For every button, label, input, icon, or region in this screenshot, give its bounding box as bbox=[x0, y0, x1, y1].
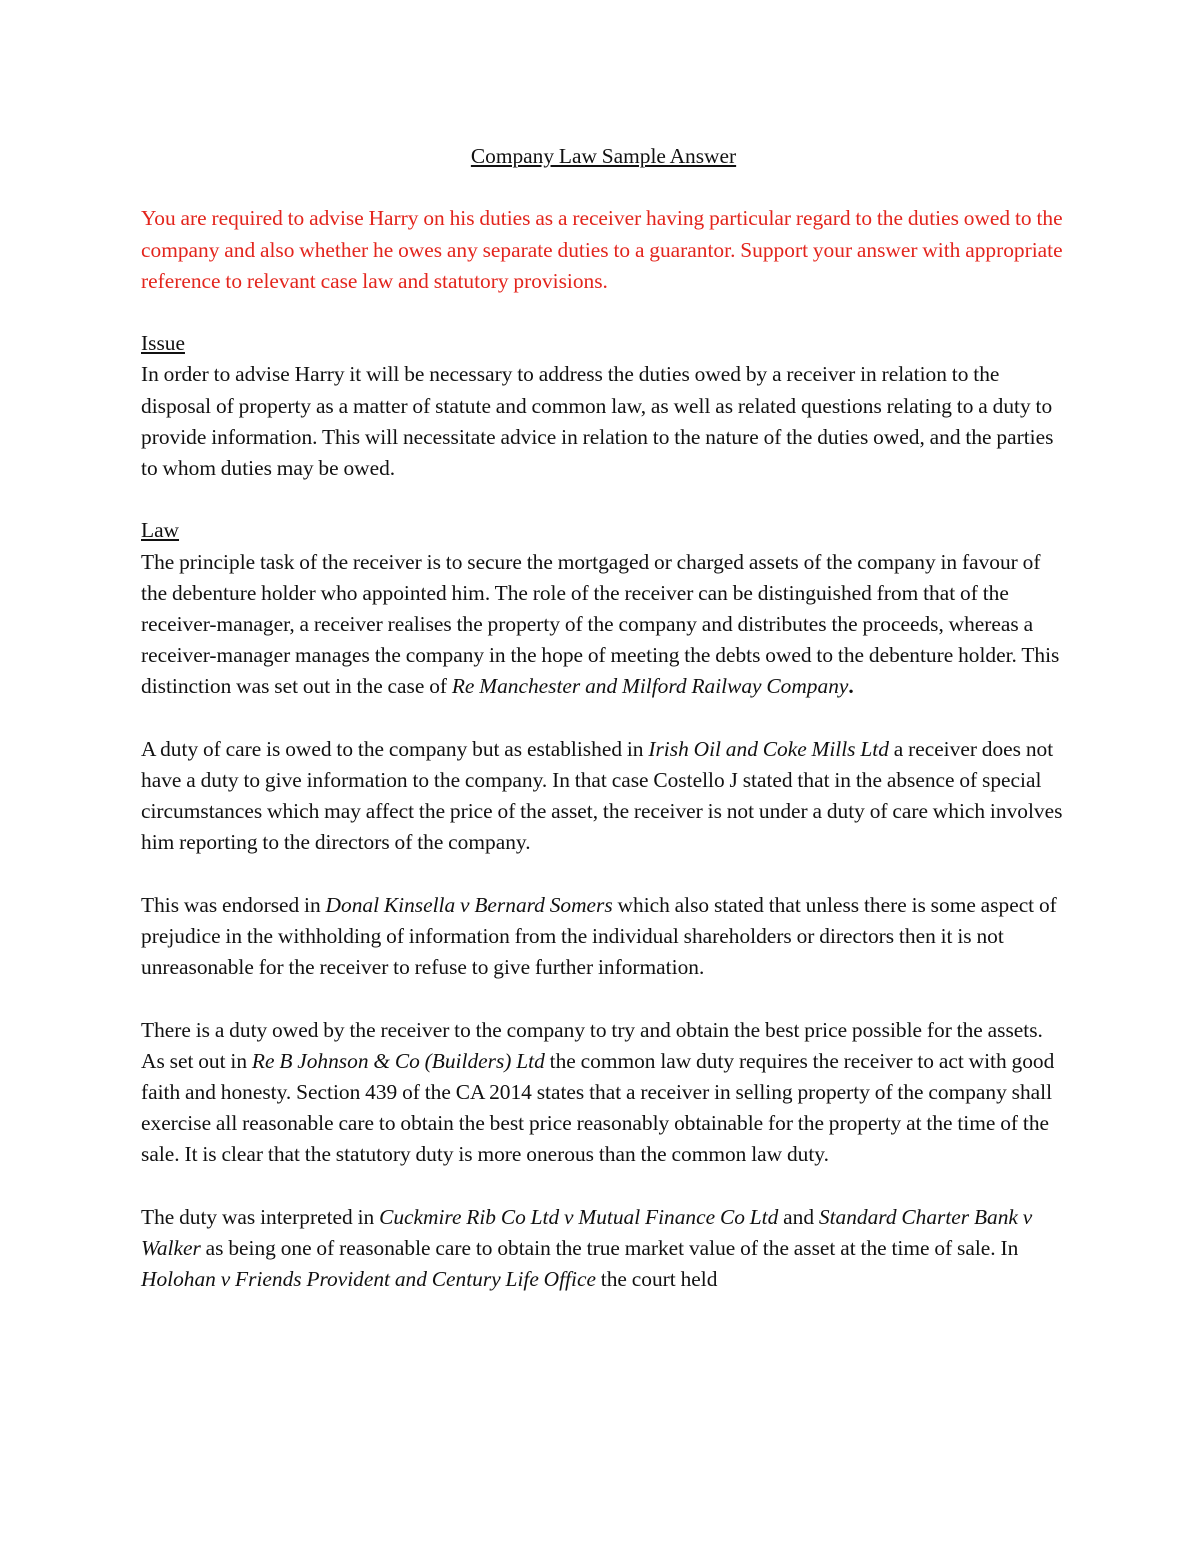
case-citation: Donal Kinsella v Bernard Somers bbox=[325, 892, 613, 917]
law-p5-text-b: and bbox=[778, 1204, 819, 1229]
case-citation: Holohan v Friends Provident and Century Life Office bbox=[141, 1267, 596, 1292]
spacer bbox=[141, 703, 1066, 734]
law-p5-text-d: the court held bbox=[595, 1267, 718, 1292]
spacer bbox=[141, 297, 1066, 328]
spacer bbox=[141, 1171, 1066, 1202]
spacer bbox=[141, 983, 1066, 1014]
law-p5-text-a: The duty was interpreted in bbox=[141, 1204, 380, 1229]
document-body bbox=[141, 141, 1066, 1295]
law-p4-text-b: the common law duty requires the receiver to act with good faith and honesty. Section 439 of the CA 2014 states that a receiver in selling property of the company shall exercise all reasonable care to obtain the best price reasonably obtainable for the property at the time of the sale. It is clear that the statutory duty is more onerous than the common law duty. bbox=[141, 1048, 1055, 1167]
issue-paragraph: In order to advise Harry it will be necessary to address the duties owed by a receiver in relation to the disposal of property as a matter of statute and common law, as well as related questions relating to a duty to provide information. This will necessitate advice in relation to the nature of the duties owed, and the parties to whom duties may be owed. bbox=[141, 362, 1054, 480]
law-p1-text: The principle task of the receiver is to secure the mortgaged or charged assets of the company in favour of the debenture holder who appointed him. The role of the receiver can be distinguished from that of the receiver-manager, a receiver realises the property of the company and distributes the proceeds, whereas a receiver-manager manages the company in the hope of meeting the debts owed to the debenture holder. This distinction was set out in the case of bbox=[141, 549, 1060, 699]
case-citation: Re B Johnson & Co (Builders) Ltd bbox=[251, 1048, 545, 1073]
case-citation: Cuckmire Rib Co Ltd v Mutual Finance Co Ltd bbox=[379, 1204, 779, 1229]
law-heading bbox=[141, 515, 1066, 546]
document-title: Company Law Sample Answer bbox=[470, 144, 737, 168]
law-p4-text-a: There is a duty owed by the receiver to the company to try and obtain the best price possible for the assets. As set out in bbox=[141, 1017, 1043, 1073]
spacer bbox=[141, 859, 1066, 890]
law-paragraph-1 bbox=[141, 547, 1066, 703]
law-p2-text-b: a receiver does not have a duty to give information to the company. In that case Costello J stated that in the absence of special circumstances which may affect the price of the asset, the receiver is not under a duty of care which involves him reporting to the directors of the company. bbox=[141, 736, 1063, 855]
law-paragraph-4 bbox=[141, 1015, 1066, 1171]
law-p2-text-a: A duty of care is owed to the company but as established in bbox=[141, 736, 649, 761]
issue-heading bbox=[141, 328, 1066, 359]
spacer bbox=[141, 484, 1066, 515]
law-paragraph-5 bbox=[141, 1202, 1066, 1296]
case-citation: Standard Charter Bank v Walker bbox=[141, 1204, 1033, 1260]
case-citation: Re Manchester and Milford Railway Company bbox=[451, 674, 849, 699]
case-citation: Irish Oil and Coke Mills Ltd bbox=[648, 736, 889, 761]
law-p5-text-c: as being one of reasonable care to obtain the true market value of the asset at the time of sale. In bbox=[200, 1236, 1019, 1260]
law-p3-text-a: This was endorsed in bbox=[141, 892, 326, 917]
law-heading-text: Law bbox=[141, 518, 180, 543]
law-p1-end: . bbox=[848, 674, 854, 699]
law-paragraph-2 bbox=[141, 734, 1066, 859]
law-p3-text-b: which also stated that unless there is some aspect of prejudice in the withholding of information from the individual shareholders or directors then it is not unreasonable for the receiver to refuse to give further information. bbox=[141, 892, 1057, 980]
issue-heading-text: Issue bbox=[141, 331, 185, 356]
question-paragraph: You are required to advise Harry on his duties as a receiver having particular regard to the duties owed to the company and also whether he owes any separate duties to a guarantor. Support your answer with appropriate reference to relevant case law and statutory provisions. bbox=[141, 206, 1063, 293]
spacer bbox=[141, 172, 1066, 203]
law-paragraph-3 bbox=[141, 890, 1066, 984]
